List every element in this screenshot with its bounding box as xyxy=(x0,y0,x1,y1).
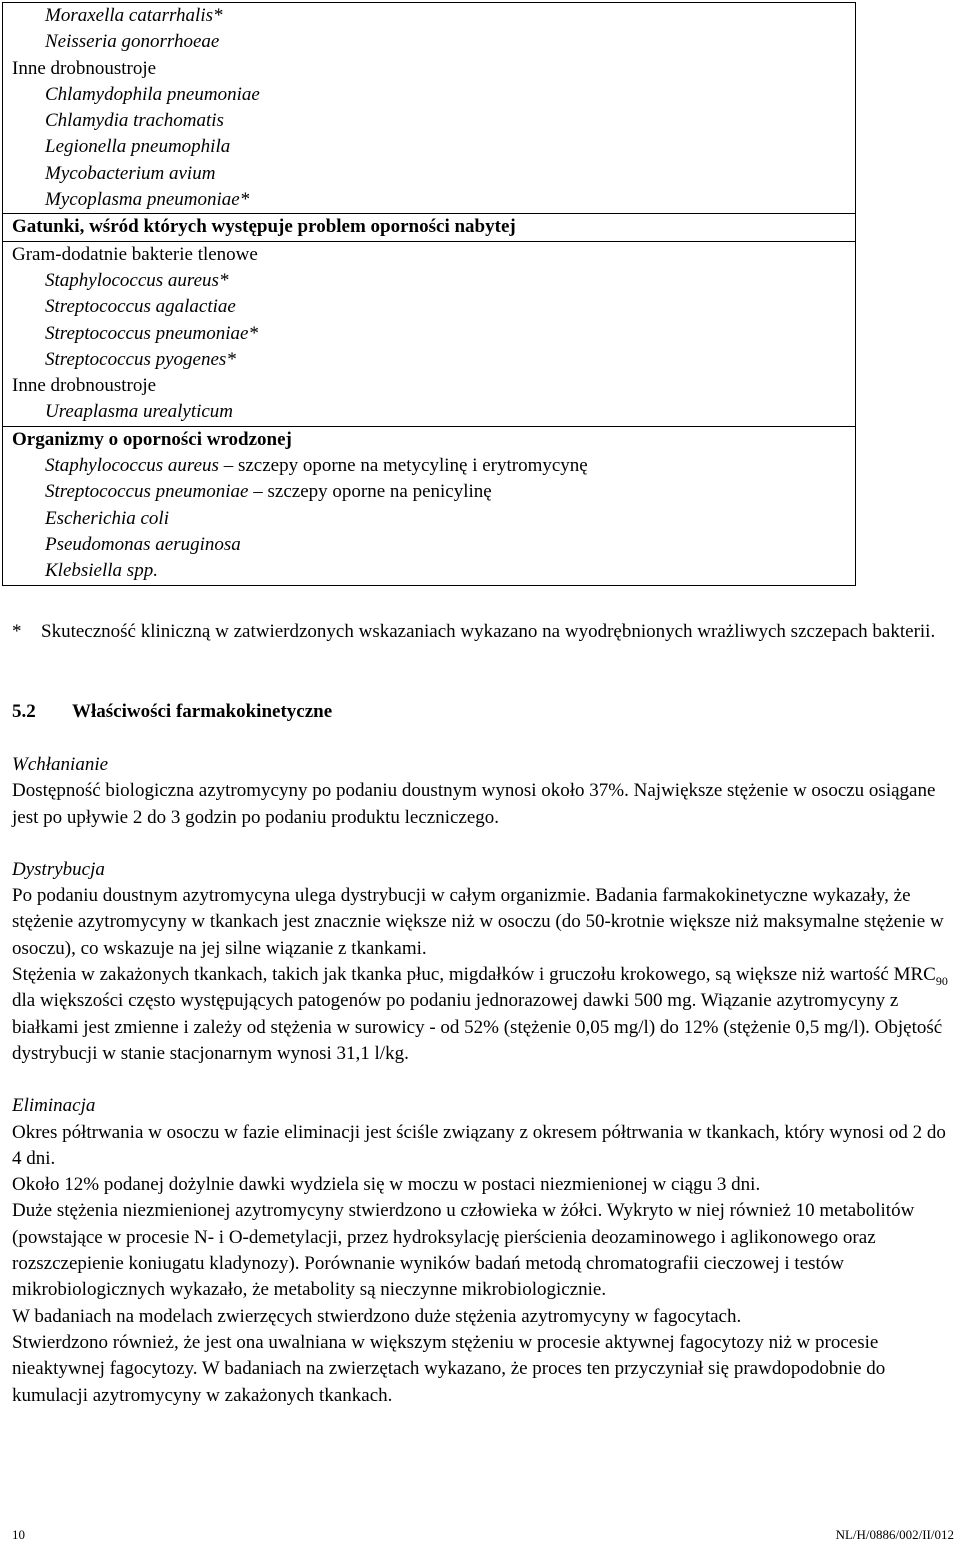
section-number: 5.2 xyxy=(12,701,36,722)
resistance-note: – szczepy oporne na metycylinę i erytromycynę xyxy=(223,455,588,477)
organism: Ureaplasma urealyticum xyxy=(45,401,234,423)
table-row xyxy=(3,241,856,426)
absorption-paragraph: Dostępność biologiczna azytromycyny po podaniu doustnym wynosi około 37%. Największe stężenie w osoczu osiągane jest po upływie 2 do 3 godzin po podaniu produktu leczniczego. xyxy=(12,780,936,828)
organism: Pseudomonas aeruginosa xyxy=(45,533,241,555)
organism: Legionella pneumophila xyxy=(45,136,231,158)
distribution-paragraph-1: Po podaniu doustnym azytromycyna ulega dystrybucji w całym organizmie. Badania farmakokinetyczne wykazały, że stężenie azytromycyny w tkankach jest znacznie większe niż w osoczu (do 50-krotnie większe niż maksymalne stężenie w osoczu), co wskazuje na jej silne wiązanie z tkankami. xyxy=(12,885,944,959)
organism-note xyxy=(12,453,855,479)
organism: Streptococcus pneumoniae* xyxy=(45,322,258,344)
table-group-heading: Gatunki, wśród których występuje problem oporności nabytej xyxy=(12,216,516,238)
resistance-note: – szczepy oporne na penicylinę xyxy=(253,481,492,503)
organism: Chlamydia trachomatis xyxy=(45,110,224,132)
table-cell xyxy=(3,426,856,585)
page-number: 10 xyxy=(12,1527,25,1542)
table-cell xyxy=(3,241,856,426)
elimination-paragraph-5: Stwierdzono również, że jest ona uwalniana w większym stężeniu w procesie aktywnej fagocytozy niż w procesie nieaktywnej fagocytozy. W badaniach na zwierzętach wykazano, że proces ten przyczyniał się prawdopodobnie do kumulacji azytromycyny w zakażonych tkankach. xyxy=(12,1331,886,1406)
distribution-paragraph-2 xyxy=(12,962,957,1067)
section-body xyxy=(12,752,957,1409)
organism: Streptococcus pyogenes* xyxy=(45,348,236,370)
table-row xyxy=(3,3,856,214)
organism: Chlamydophila pneumoniae xyxy=(45,83,260,105)
organism: Staphylococcus aureus xyxy=(45,455,219,477)
subheading-elimination: Eliminacja xyxy=(12,1095,96,1117)
section-heading xyxy=(12,699,332,725)
section-title: Właściwości farmakokinetyczne xyxy=(72,701,333,722)
organism: Streptococcus pneumoniae xyxy=(45,481,249,503)
table-row xyxy=(3,214,856,241)
distribution-text-a: Stężenia w zakażonych tkankach, takich jak tkanka płuc, migdałków i gruczołu krokowego, są większe niż wartość MRC xyxy=(12,964,936,986)
elimination-paragraph-4: W badaniach na modelach zwierzęcych stwierdzono duże stężenia azytromycyny w fagocytach. xyxy=(12,1305,742,1327)
table-group-heading: Organizmy o oporności wrodzonej xyxy=(12,428,292,450)
table-cell xyxy=(3,3,856,214)
footnote-text: Skuteczność kliniczną w zatwierdzonych wskazaniach wykazano na wyodrębnionych wrażliwych szczepach bakterii. xyxy=(41,621,936,642)
organism: Klebsiella spp. xyxy=(45,560,158,582)
organism: Mycoplasma pneumoniae* xyxy=(45,189,250,211)
subheading-distribution: Dystrybucja xyxy=(12,858,105,880)
category-label: Inne drobnoustroje xyxy=(12,375,157,397)
organism: Staphylococcus aureus* xyxy=(45,269,229,291)
document-reference: NL/H/0886/002/II/012 xyxy=(835,1527,954,1542)
elimination-paragraph-3: Duże stężenia niezmienionej azytromycyny stwierdzono u człowieka w żółci. Wykryto w niej również 10 metabolitów (powstające w procesie N- i O-demetylacji, przez hydroksylację pierścienia deozaminowego i aglikonowego oraz rozszczepienie koniugatu kladynozy). Porównanie wyników badań metodą chromatografii cieczowej i testów mikrobiologicznych wykazało, że metabolity są nieczynne mikrobiologicznie. xyxy=(12,1200,915,1301)
organism-note xyxy=(12,479,855,505)
organism: Moraxella catarrhalis* xyxy=(45,5,223,26)
susceptibility-table xyxy=(2,2,856,586)
table-cell xyxy=(3,214,856,241)
table-row xyxy=(3,426,856,585)
category-label: Inne drobnoustroje xyxy=(12,57,157,79)
footnote xyxy=(12,619,952,645)
elimination-paragraph-1: Okres półtrwania w osoczu w fazie eliminacji jest ściśle związany z okresem półtrwania w tkankach, który wynosi od 2 do 4 dni. xyxy=(12,1121,946,1169)
elimination-paragraph-2: Około 12% podanej dożylnie dawki wydziela się w moczu w postaci niezmienionej w ciągu 3 dni. xyxy=(12,1174,761,1196)
organism: Mycobacterium avium xyxy=(45,162,216,184)
subscript-90: 90 xyxy=(935,973,948,988)
subheading-absorption: Wchłanianie xyxy=(12,754,109,775)
distribution-text-b: dla większości często występujących patogenów po podaniu jednorazowej dawki 500 mg. Wiązanie azytromycyny z białkami jest zmienne i zależy od stężenia w surowicy - od 52% (stężenie 0,05 mg/l) do 12% (stężenie 0,5 mg/l). Objętość dystrybucji w stanie stacjonarnym wynosi 31,1 l/kg. xyxy=(12,990,943,1064)
organism: Escherichia coli xyxy=(45,507,169,529)
organism: Streptococcus agalactiae xyxy=(45,296,236,318)
category-label: Gram-dodatnie bakterie tlenowe xyxy=(12,243,258,265)
organism: Neisseria gonorrhoeae xyxy=(45,31,220,53)
footnote-marker: * xyxy=(12,621,22,642)
